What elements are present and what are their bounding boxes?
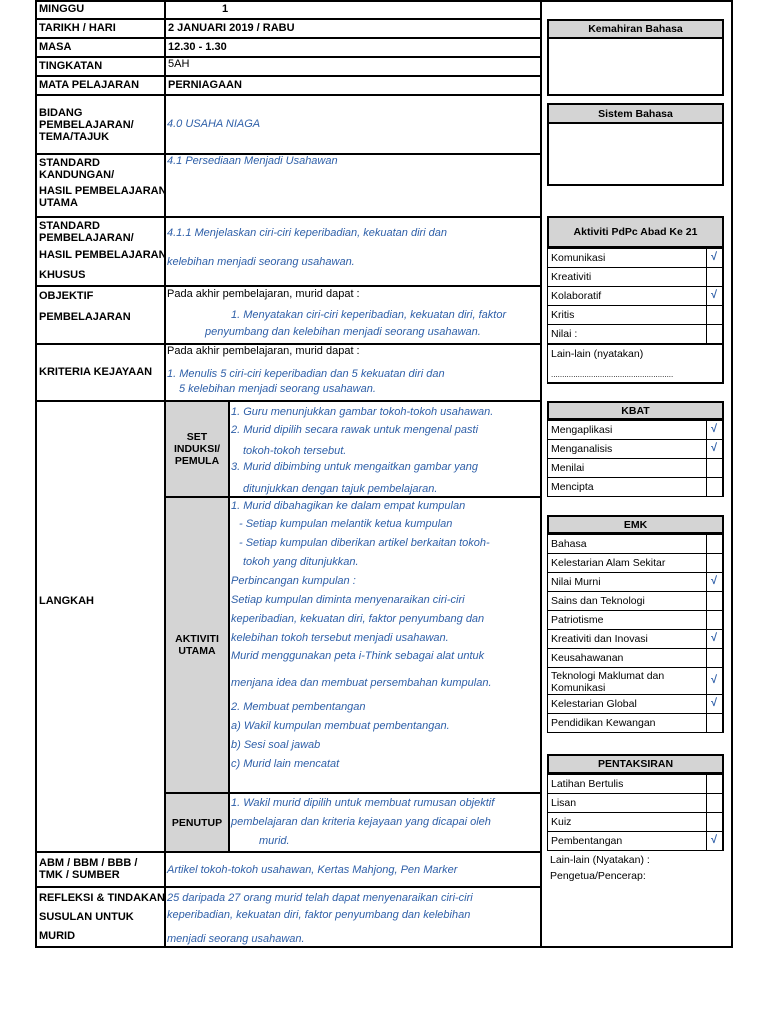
refleksi-line-1: 25 daripada 27 orang murid telah dapat menyenaraikan ciri-ciri (167, 892, 473, 904)
mata-pelajaran-value: PERNIAGAAN (168, 79, 242, 91)
checklist-label: Mengaplikasi (551, 424, 613, 436)
aktiviti-line-11: 2. Membuat pembentangan (231, 701, 366, 713)
checklist-row (547, 591, 724, 611)
aktiviti-line-12: a) Wakil kumpulan membuat pembentangan. (231, 720, 450, 732)
penutup-line-1: 1. Wakil murid dipilih untuk membuat rumusan objektif (231, 797, 495, 809)
kriteria-line-2: 5 kelebihan menjadi seorang usahawan. (179, 383, 376, 395)
aktiviti-line-8: kelebihan tokoh tersebut menjadi usahawan. (231, 632, 449, 644)
checklist-row (547, 286, 724, 306)
checklist-checkbox[interactable] (706, 648, 723, 668)
mata-pelajaran-label: MATA PELAJARAN (39, 79, 140, 91)
checklist-label: Menilai (551, 462, 585, 474)
checklist-row (547, 439, 724, 459)
checklist-checkbox[interactable] (706, 629, 723, 649)
abad21-header: Aktiviti PdPc Abad Ke 21 (547, 216, 724, 248)
checklist-label: Nilai Murni (551, 576, 601, 588)
checklist-row (547, 793, 724, 813)
checklist-label: Kelestarian Alam Sekitar (551, 557, 666, 569)
penutup-line-2: pembelajaran dan kriteria kejayaan yang dicapai oleh (231, 816, 491, 828)
checklist-row (547, 812, 724, 832)
checklist-checkbox[interactable] (706, 812, 723, 832)
checklist-label: Komunikasi (551, 252, 606, 264)
check-mark-icon: √ (711, 423, 718, 435)
checklist-row (547, 831, 724, 851)
checklist-label: Nilai : (551, 328, 578, 340)
tingkatan-label: TINGKATAN (39, 60, 103, 72)
standard-kandungan-value: 4.1 Persediaan Menjadi Usahawan (167, 155, 338, 167)
kemahiran-bahasa-box (547, 37, 724, 96)
checklist-checkbox[interactable] (706, 694, 723, 714)
checklist-row (547, 477, 724, 497)
checklist-checkbox[interactable] (706, 477, 723, 497)
kriteria-label: KRITERIA KEJAYAAN (39, 366, 153, 378)
check-mark-icon: √ (711, 251, 718, 263)
checklist-label: Teknologi Maklumat dan Komunikasi (551, 670, 665, 694)
standard-kandungan-label: STANDARD KANDUNGAN/ HASIL PEMBELAJARAN UTAMA (39, 157, 167, 209)
objektif-line-1: 1. Menyatakan ciri-ciri keperibadian, kekuatan diri, faktor (231, 309, 507, 321)
checklist-checkbox[interactable] (706, 439, 723, 459)
standard-pembelajaran-line-2: kelebihan menjadi seorang usahawan. (167, 256, 355, 268)
masa-label: MASA (39, 41, 72, 53)
check-mark-icon: √ (711, 575, 718, 587)
checklist-checkbox[interactable] (706, 305, 723, 325)
minggu-value: 1 (222, 3, 229, 15)
aktiviti-line-3: - Setiap kumpulan diberikan artikel berkaitan tokoh- (239, 537, 490, 549)
pentaksiran-header: PENTAKSIRAN (547, 754, 724, 774)
checklist-checkbox[interactable] (706, 591, 723, 611)
checklist-label: Kritis (551, 309, 575, 321)
check-mark-icon: √ (711, 834, 718, 846)
checklist-row (547, 572, 724, 592)
checklist-label: Latihan Bertulis (551, 778, 624, 790)
tarikh-label: TARIKH / HARI (39, 22, 116, 34)
aktiviti-line-2: - Setiap kumpulan melantik ketua kumpulan (239, 518, 453, 530)
abm-value: Artikel tokoh-tokoh usahawan, Kertas Mahjong, Pen Marker (167, 864, 458, 876)
sistem-bahasa-box (547, 122, 724, 186)
checklist-checkbox[interactable] (706, 458, 723, 478)
checklist-row (547, 534, 724, 554)
standard-pembelajaran-label: STANDARD PEMBELAJARAN/ HASIL PEMBELAJARAN KHUSUS (39, 220, 167, 281)
checklist-checkbox[interactable] (706, 534, 723, 554)
set-induksi-label: SET INDUKSI/ PEMULA (166, 402, 228, 496)
check-mark-icon: √ (711, 674, 718, 686)
kbat-header: KBAT (547, 401, 724, 420)
penutup-label: PENUTUP (166, 794, 228, 851)
checklist-checkbox[interactable] (706, 420, 723, 440)
objektif-intro: Pada akhir pembelajaran, murid dapat : (167, 288, 360, 300)
checklist-row (547, 305, 724, 325)
checklist-checkbox[interactable] (706, 553, 723, 573)
aktiviti-line-5: Perbincangan kumpulan : (231, 575, 356, 587)
kemahiran-bahasa-header: Kemahiran Bahasa (547, 19, 724, 39)
bidang-value: 4.0 USAHA NIAGA (167, 118, 261, 130)
refleksi-label: REFLEKSI & TINDAKAN SUSULAN UNTUK MURID (39, 892, 165, 942)
checklist-checkbox[interactable] (706, 713, 723, 733)
kriteria-line-1: 1. Menulis 5 ciri-ciri keperibadian dan 5 kekuatan diri dan (167, 368, 445, 380)
aktiviti-line-14: c) Murid lain mencatat (231, 758, 340, 770)
checklist-label: Sains dan Teknologi (551, 595, 645, 607)
aktiviti-line-7: keperibadian, kekuatan diri, faktor penyumbang dan (231, 613, 485, 625)
checklist-row (547, 694, 724, 714)
objektif-line-2: penyumbang dan kelebihan menjadi seorang usahawan. (205, 326, 481, 338)
checklist-label: Bahasa (551, 538, 587, 550)
masa-value: 12.30 - 1.30 (168, 41, 227, 53)
checklist-row (547, 420, 724, 440)
set-induksi-line-2: 2. Murid dipilih secara rawak untuk mengenal pasti (231, 424, 479, 436)
objektif-label: OBJEKTIF PEMBELAJARAN (39, 290, 131, 323)
penutup-line-3: murid. (259, 835, 290, 847)
checklist-checkbox[interactable] (706, 248, 723, 268)
checklist-label: Mencipta (551, 481, 594, 493)
set-induksi-line-4: 3. Murid dibimbing untuk mengaitkan gambar yang (231, 461, 479, 473)
checklist-checkbox[interactable] (706, 793, 723, 813)
refleksi-line-3: menjadi seorang usahawan. (167, 933, 305, 945)
refleksi-line-2: keperibadian, kekuatan diri, faktor penyumbang dan kelebihan (167, 909, 471, 921)
abad21-lain-cell: Lain-lain (nyatakan) ....................................................... (547, 344, 724, 384)
tarikh-value: 2 JANUARI 2019 / RABU (168, 22, 295, 34)
checklist-label: Kolaboratif (551, 290, 602, 302)
checklist-row (547, 610, 724, 630)
checklist-label: Kreativiti dan Inovasi (551, 633, 648, 645)
standard-pembelajaran-line-1: 4.1.1 Menjelaskan ciri-ciri keperibadian, kekuatan diri dan (167, 227, 448, 239)
set-induksi-line-1: 1. Guru menunjukkan gambar tokoh-tokoh usahawan. (231, 406, 494, 418)
aktiviti-line-9: Murid menggunakan peta i-Think sebagai alat untuk (231, 650, 485, 662)
emk-header: EMK (547, 515, 724, 534)
pengetua-label: Pengetua/Pencerap: (550, 870, 646, 882)
abm-label: ABM / BBM / BBB / TMK / SUMBER (39, 857, 138, 881)
aktiviti-line-13: b) Sesi soal jawab (231, 739, 321, 751)
checklist-label: Kreativiti (551, 271, 592, 283)
langkah-label: LANGKAH (39, 595, 94, 607)
set-induksi-line-3: tokoh-tokoh tersebut. (243, 445, 347, 457)
aktiviti-line-10: menjana idea dan membuat persembahan kumpulan. (231, 677, 492, 689)
check-mark-icon: √ (711, 442, 718, 454)
set-induksi-line-5: ditunjukkan dengan tajuk pembelajaran. (243, 483, 438, 495)
tingkatan-value: 5AH (168, 58, 190, 70)
checklist-label: Kelestarian Global (551, 698, 637, 710)
checklist-label: Keusahawanan (551, 652, 624, 664)
checklist-label: Patriotisme (551, 614, 604, 626)
checklist-checkbox[interactable] (706, 267, 723, 287)
checklist-row (547, 458, 724, 478)
checklist-label: Lisan (551, 797, 577, 809)
aktiviti-line-4: tokoh yang ditunjukkan. (243, 556, 359, 568)
check-mark-icon: √ (711, 289, 718, 301)
checklist-row (547, 667, 724, 695)
checklist-checkbox[interactable] (706, 324, 723, 344)
checklist-row (547, 648, 724, 668)
pentaksiran-lain: Lain-lain (Nyatakan) : (550, 854, 650, 866)
checklist-label: Pembentangan (551, 835, 623, 847)
checklist-label: Pendidikan Kewangan (551, 717, 656, 729)
checklist-row (547, 248, 724, 268)
aktiviti-line-1: 1. Murid dibahagikan ke dalam empat kumpulan (231, 500, 466, 512)
checklist-row (547, 629, 724, 649)
checklist-checkbox[interactable] (706, 572, 723, 592)
checklist-label: Kuiz (551, 816, 572, 828)
bidang-label: BIDANG PEMBELAJARAN/ TEMA/TAJUK (39, 107, 134, 143)
checklist-row (547, 267, 724, 287)
checklist-row (547, 553, 724, 573)
checklist-checkbox[interactable] (706, 286, 723, 306)
checklist-row (547, 324, 724, 344)
kriteria-intro: Pada akhir pembelajaran, murid dapat : (167, 345, 360, 357)
checklist-row (547, 774, 724, 794)
checklist-checkbox[interactable] (706, 610, 723, 630)
checklist-checkbox[interactable] (706, 667, 723, 695)
aktiviti-utama-label: AKTIVITI UTAMA (166, 498, 228, 792)
check-mark-icon: √ (711, 697, 718, 709)
checklist-checkbox[interactable] (706, 831, 723, 851)
checklist-label: Menganalisis (551, 443, 613, 455)
checklist-row (547, 713, 724, 733)
aktiviti-line-6: Setiap kumpulan diminta menyenaraikan ciri-ciri (231, 594, 465, 606)
sistem-bahasa-header: Sistem Bahasa (547, 103, 724, 124)
checklist-checkbox[interactable] (706, 774, 723, 794)
minggu-label: MINGGU (39, 3, 85, 15)
check-mark-icon: √ (711, 632, 718, 644)
